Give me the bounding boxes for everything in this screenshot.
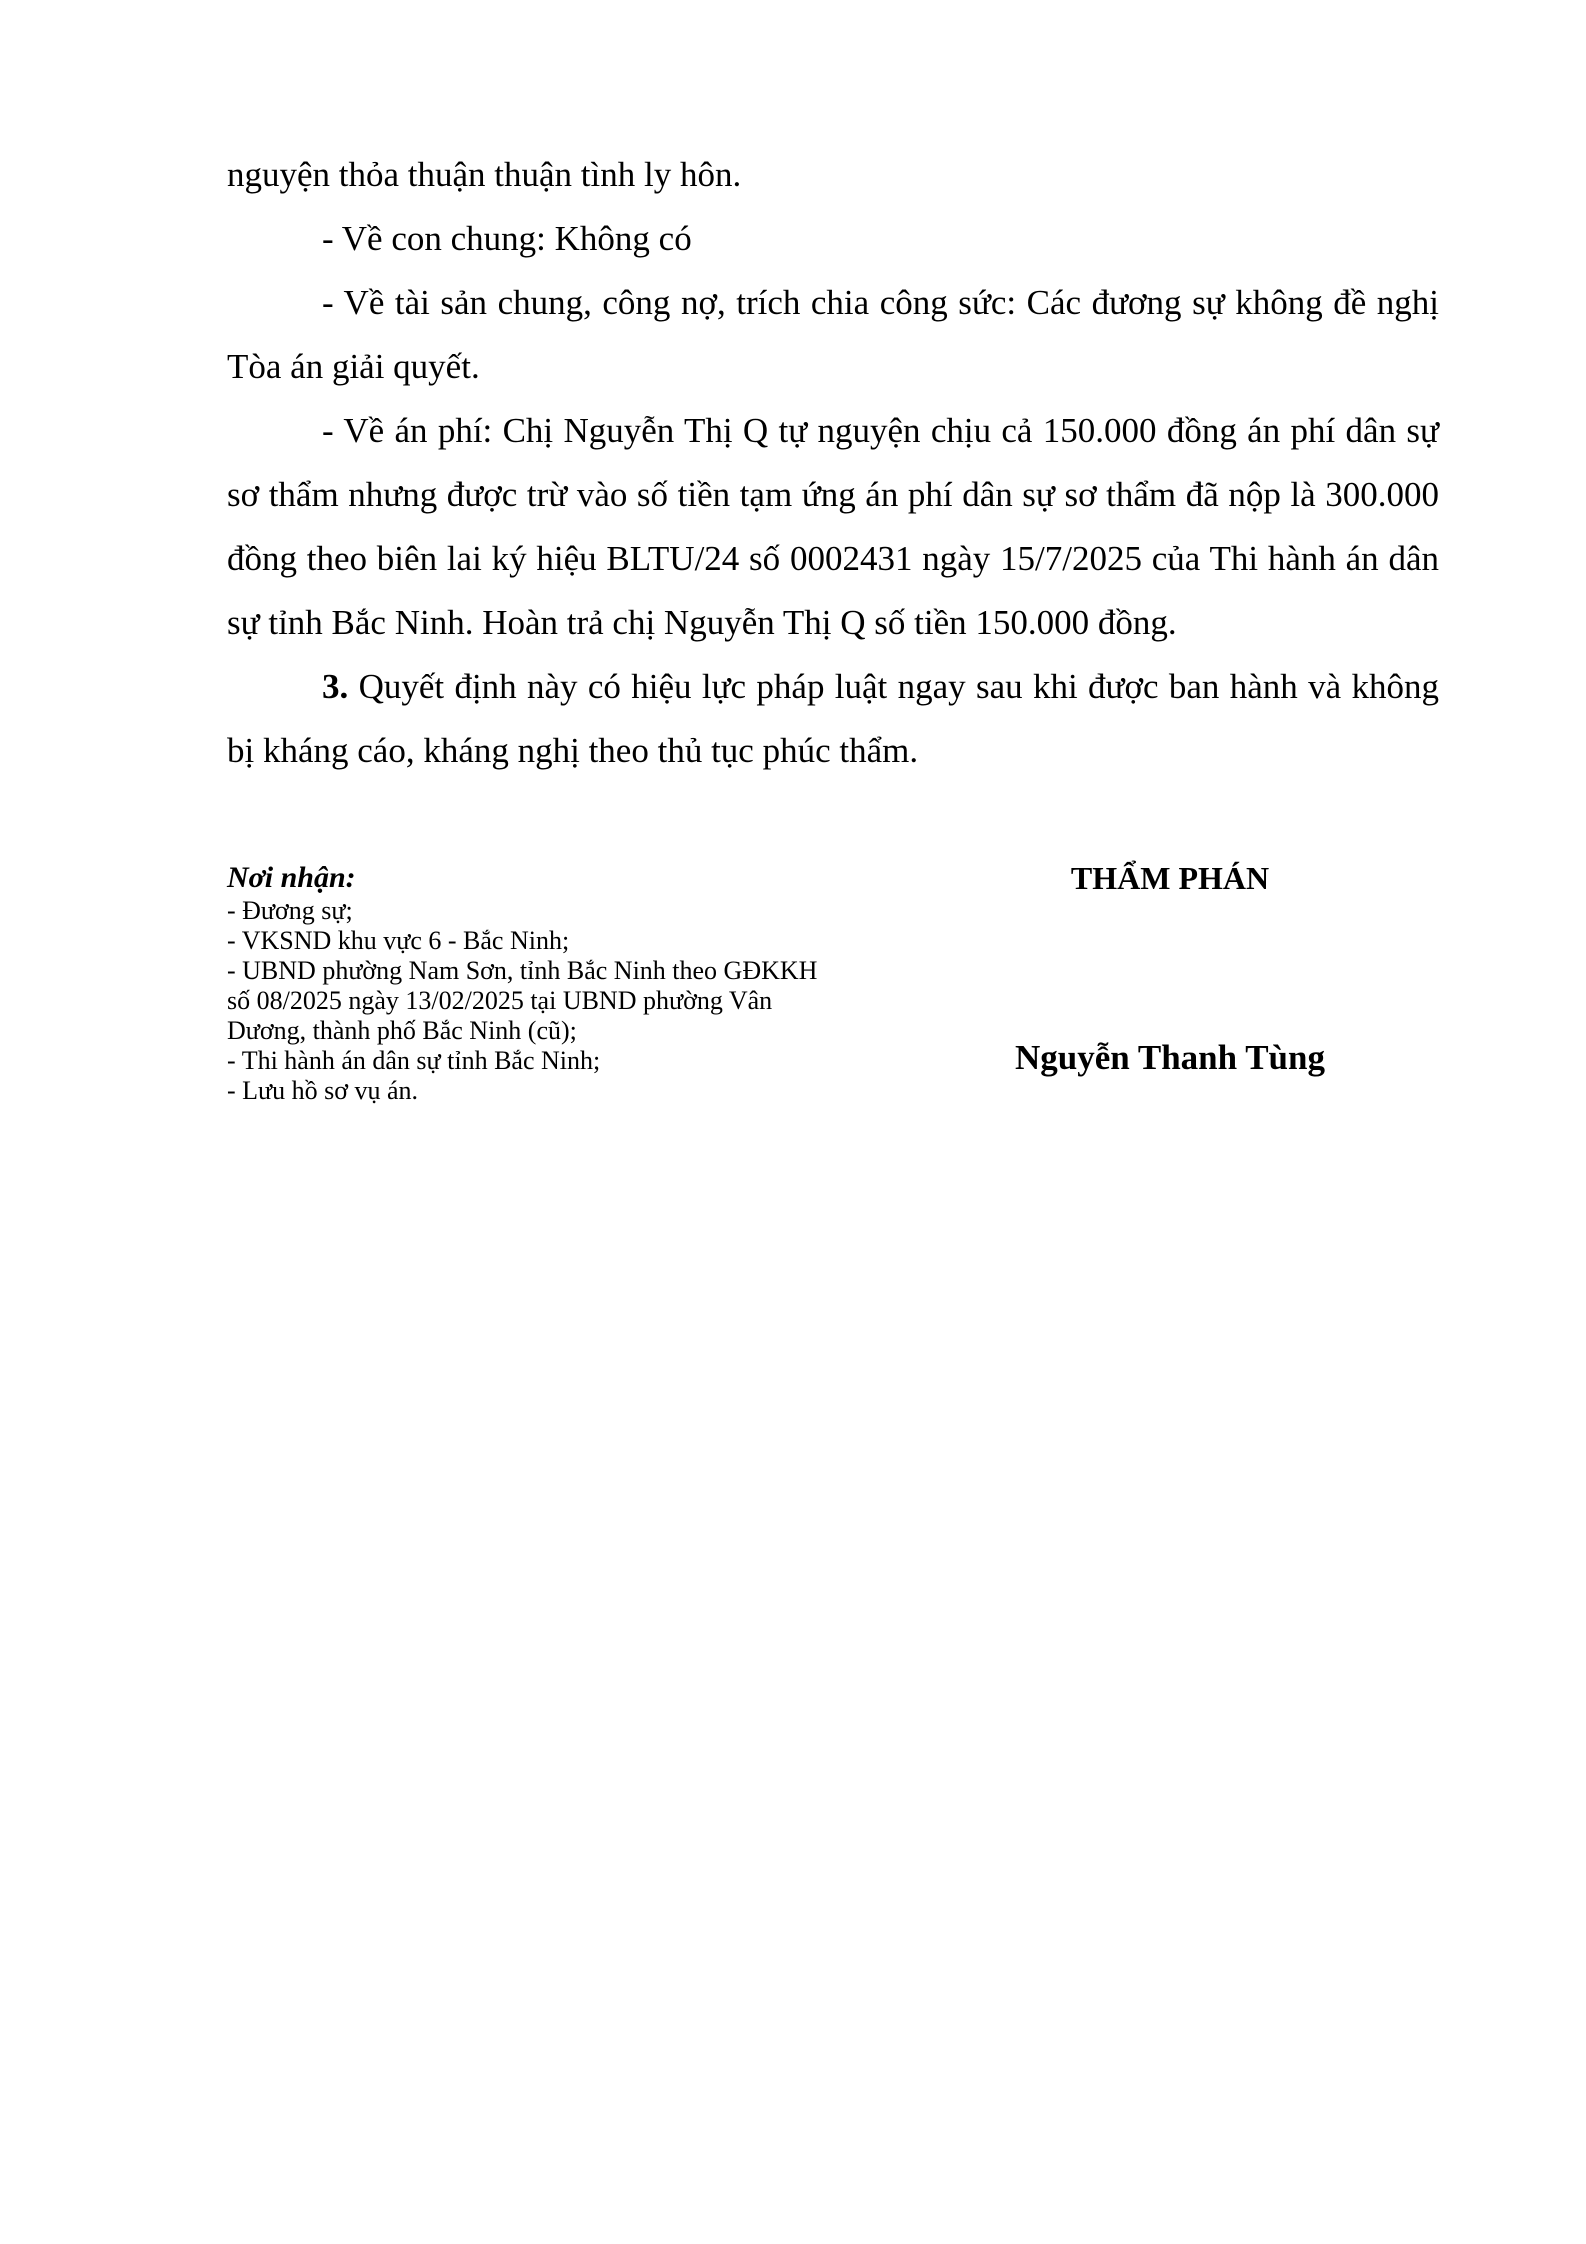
signer-title: THẨM PHÁN xyxy=(1070,860,1270,896)
paragraph-property: - Về tài sản chung, công nợ, trích chia công sức: Các đương sự không đề nghị Tòa án giải quyết. xyxy=(227,283,1439,386)
paragraph-effect xyxy=(227,655,1439,783)
clause-text: Quyết định này có hiệu lực pháp luật ngay sau khi được ban hành và không bị kháng cáo, kháng nghị theo thủ tục phúc thẩm. xyxy=(227,667,1439,770)
paragraph-court-fee: - Về án phí: Chị Nguyễn Thị Q tự nguyện chịu cả 150.000 đồng án phí dân sự sơ thẩm nhưng được trừ vào số tiền tạm ứng án phí dân sự sơ thẩm đã nộp là 300.000 đồng theo biên lai ký hiệu BLTU/24 số 0002431 ngày 15/7/2025 của Thi hành án dân sự tỉnh Bắc Ninh. Hoàn trả chị Nguyễn Thị Q số tiền 150.000 đồng. xyxy=(227,411,1439,642)
recipient-item: - VKSND khu vực 6 - Bắc Ninh; xyxy=(227,926,570,955)
decision-body xyxy=(227,143,1439,783)
signature-block xyxy=(920,860,1420,1078)
paragraph-lead: nguyện thỏa thuận thuận tình ly hôn. xyxy=(227,155,742,194)
recipients-heading: Nơi nhận: xyxy=(227,861,356,894)
clause-number: 3. xyxy=(322,667,349,706)
paragraph-children: - Về con chung: Không có xyxy=(322,219,692,258)
recipients-block xyxy=(227,860,827,1106)
recipient-item: - Thi hành án dân sự tỉnh Bắc Ninh; xyxy=(227,1046,601,1075)
recipient-item: - Lưu hồ sơ vụ án. xyxy=(227,1076,419,1105)
signer-name: Nguyễn Thanh Tùng xyxy=(1015,1038,1325,1077)
recipient-item: - Đương sự; xyxy=(227,896,353,925)
recipient-item: - UBND phường Nam Sơn, tỉnh Bắc Ninh theo GĐKKH số 08/2025 ngày 13/02/2025 tại UBND phường Vân Dương, thành phố Bắc Ninh (cũ); xyxy=(227,956,818,1045)
